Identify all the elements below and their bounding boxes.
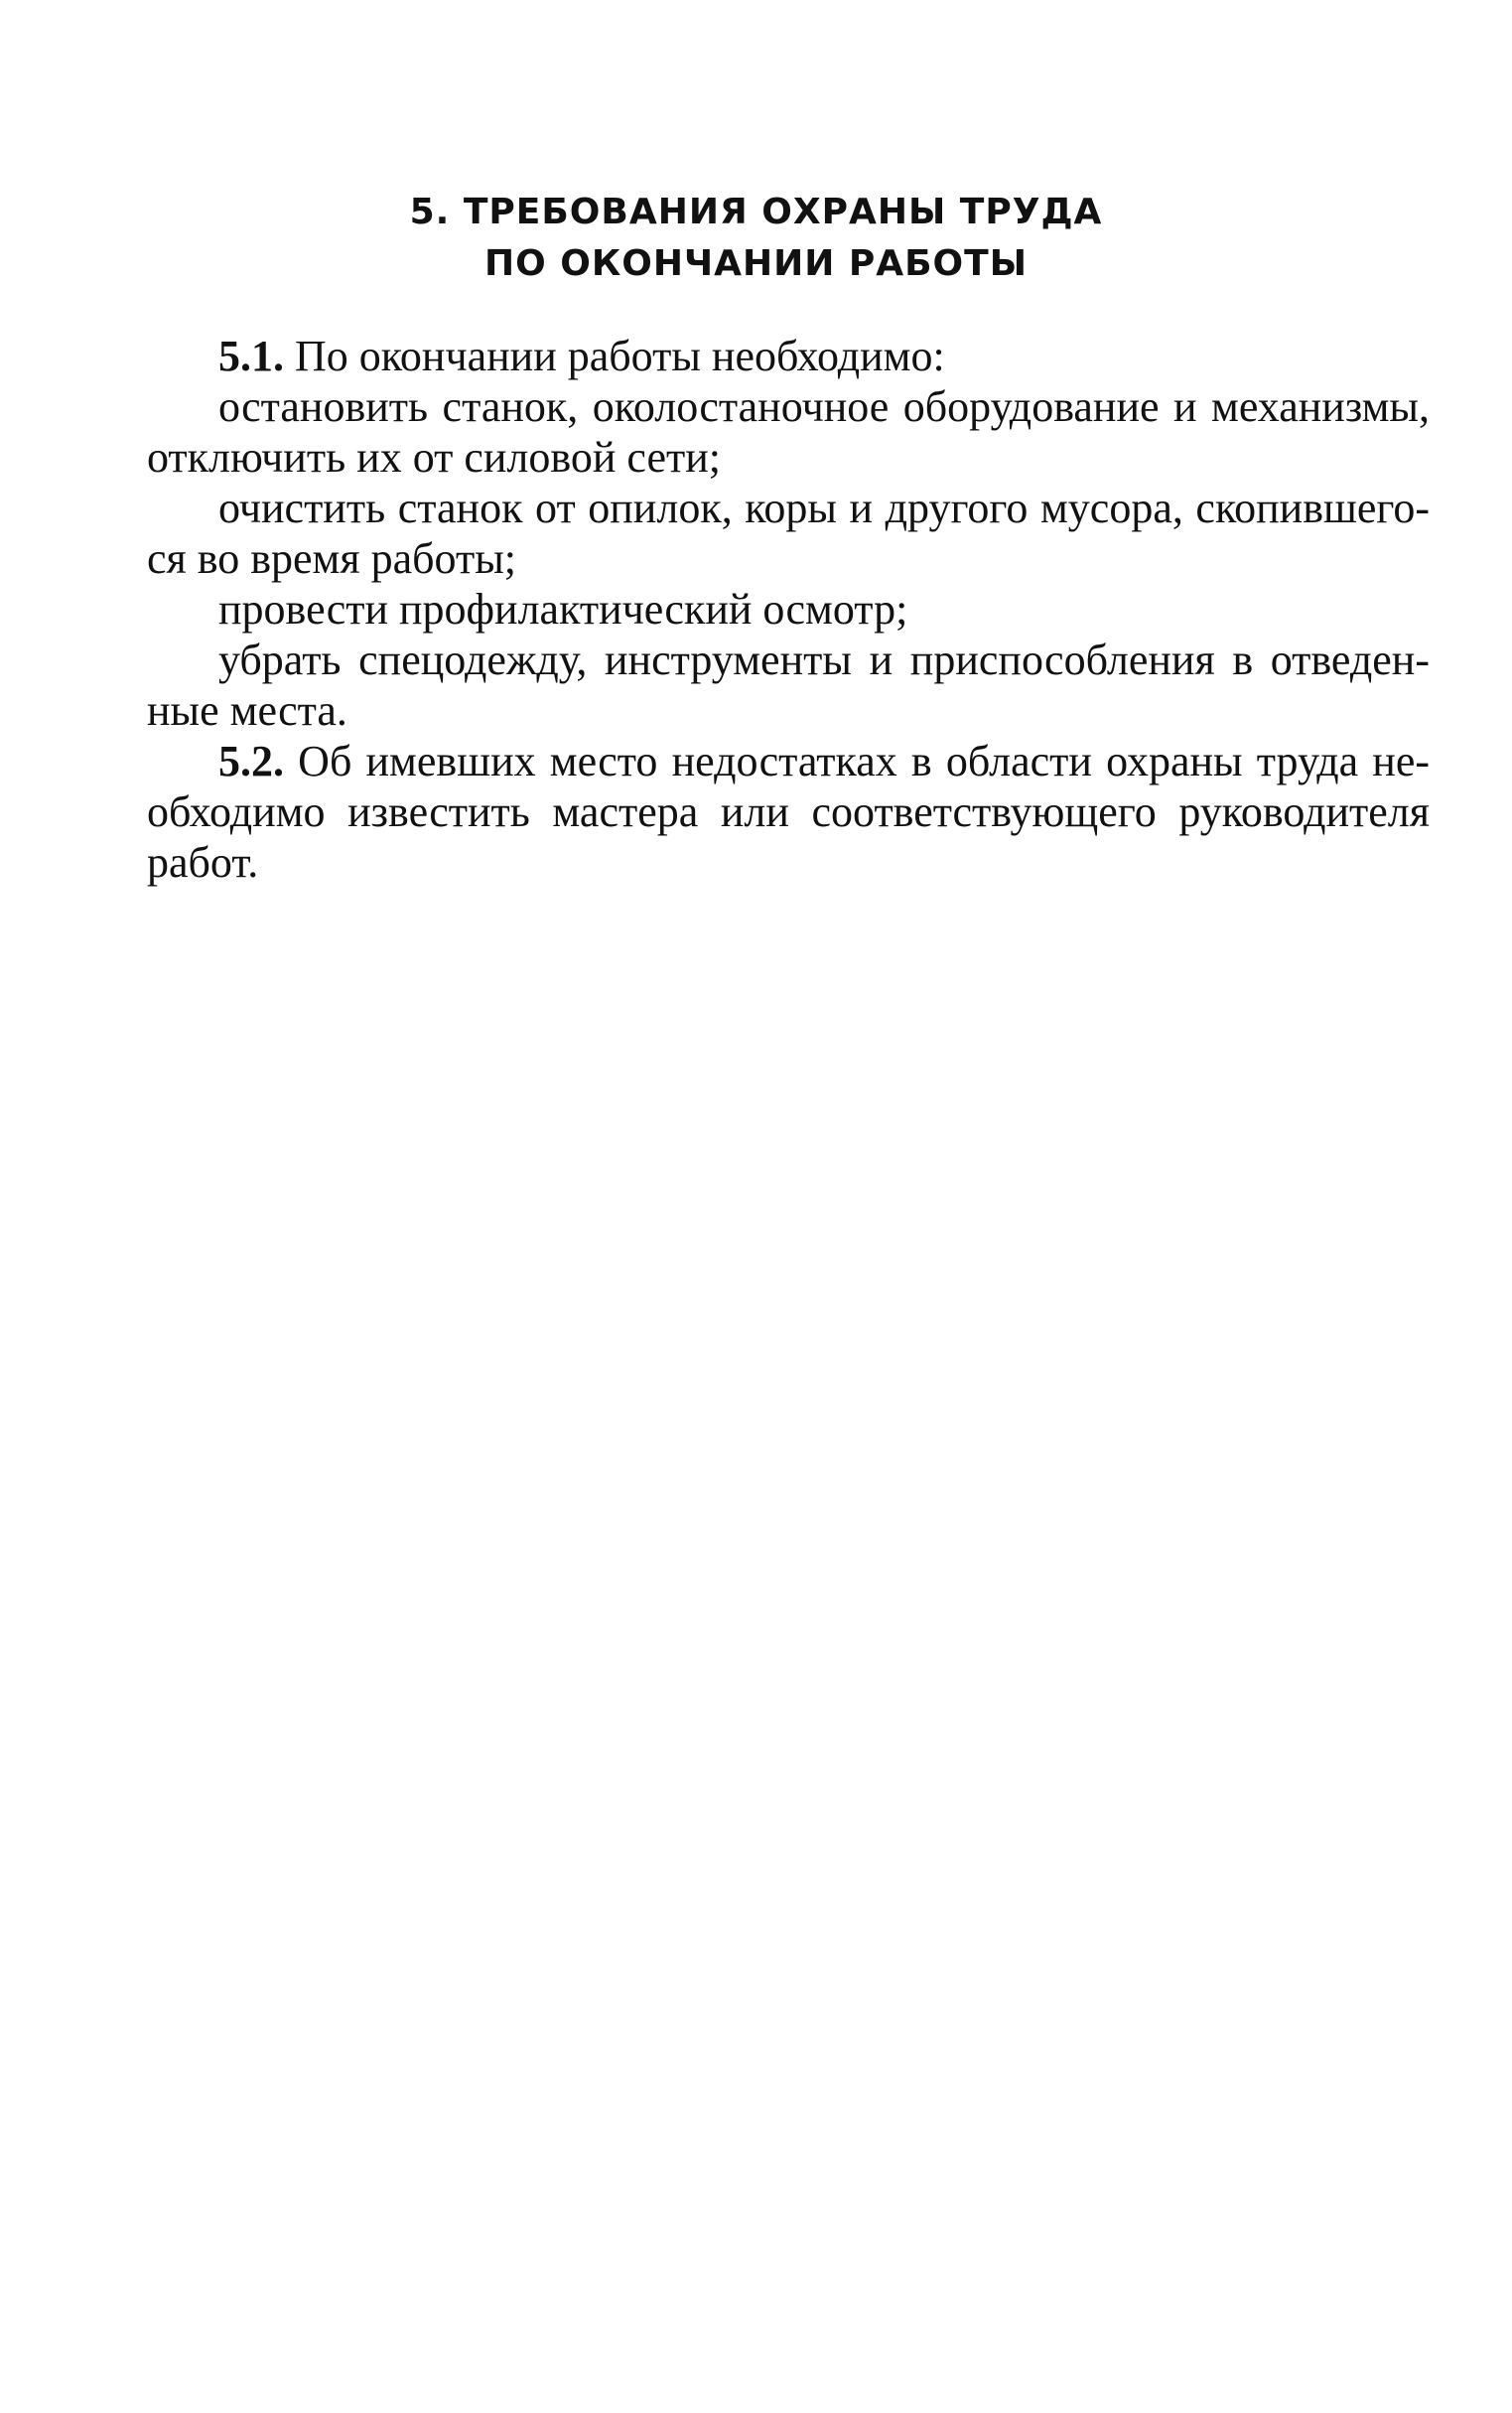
paragraph-5-2-line-3: работ. xyxy=(147,838,259,887)
section-number-5-1: 5.1. xyxy=(218,332,284,380)
item-4-line-1: убрать спецодежду, инструменты и приспособления в отведен- xyxy=(218,636,1430,684)
section-number-5-2: 5.2. xyxy=(218,737,284,785)
item-1-line-2: отключить их от силовой сети; xyxy=(147,433,721,482)
heading-line-2: ПО ОКОНЧАНИИ РАБОТЫ xyxy=(483,243,1029,284)
item-3-line-1: провести профилактический осмотр; xyxy=(218,585,908,634)
body-text xyxy=(147,331,1430,888)
item-4-line-2: ные места. xyxy=(147,686,347,735)
paragraph-5-1-intro xyxy=(147,331,1430,381)
section-5-2-line-1-text: Об имевших место недостатках в области охраны труда не- xyxy=(298,737,1431,785)
section-heading xyxy=(0,187,1512,290)
paragraph-5-2-line-1 xyxy=(147,736,1430,786)
item-2-line-1: очистить станок от опилок, коры и другого мусора, скопившего- xyxy=(218,484,1430,532)
item-2-line-2: ся во время работы; xyxy=(147,534,516,583)
paragraph-5-2-line-2: обходимо известить мастера или соответствующего руководителя xyxy=(147,787,1430,836)
section-5-1-intro-text: По окончании работы необходимо: xyxy=(295,332,945,380)
heading-line-1: 5. ТРЕБОВАНИЯ ОХРАНЫ ТРУДА xyxy=(409,192,1103,232)
item-1-line-1: остановить станок, околостаночное оборудование и механизмы, xyxy=(218,382,1430,431)
